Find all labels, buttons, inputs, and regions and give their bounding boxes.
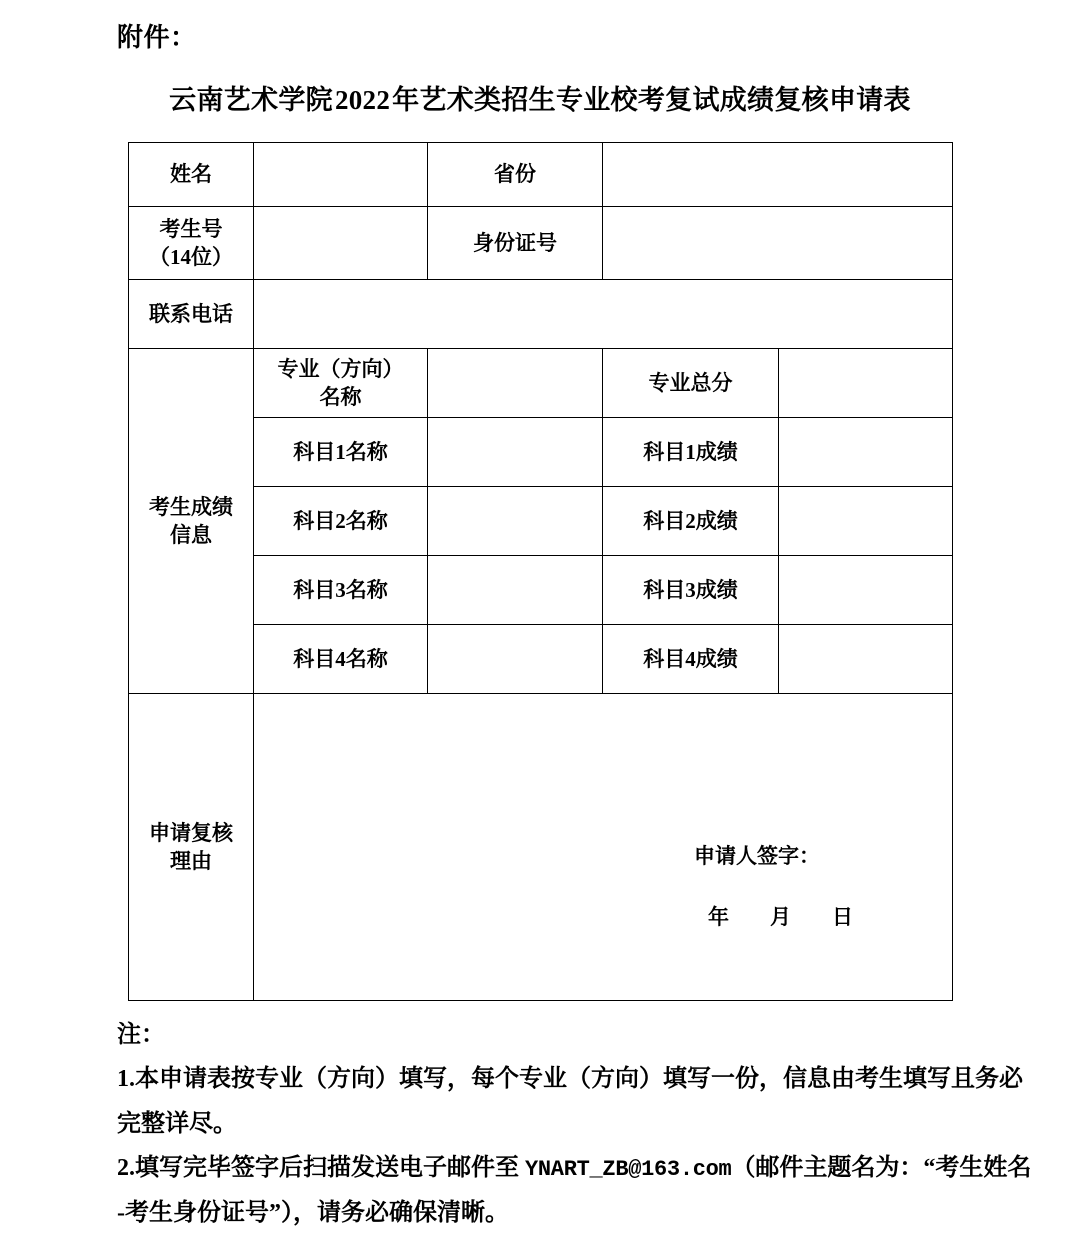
exam-no-label-line2: （14位） — [149, 245, 233, 269]
support-email-address: YNART_ZB@163.com — [525, 1157, 732, 1183]
exam-no-label-cell — [129, 207, 254, 280]
title-prefix: 云南艺术学院 — [169, 85, 333, 115]
notes-section — [117, 1013, 1032, 1235]
score-label-cell-2: 科目2成绩 — [603, 487, 779, 556]
title-year: 2022 — [334, 85, 391, 115]
score-name-label-cell-2: 科目2名称 — [254, 487, 428, 556]
table-row-score-0 — [129, 349, 953, 418]
table-row-exam-no — [129, 207, 953, 280]
score-name-value-cell-1[interactable] — [428, 418, 603, 487]
title-suffix: 年艺术类招生专业校考复试成绩复核申请表 — [392, 85, 911, 115]
signature-date-line — [708, 905, 894, 930]
score-name-label-cell-3: 科目3名称 — [254, 556, 428, 625]
reason-value-cell[interactable] — [254, 694, 953, 1001]
id-no-value-cell[interactable] — [603, 207, 953, 280]
year-label: 年 — [708, 905, 730, 930]
score-section-label-line2: 信息 — [170, 523, 212, 547]
name-value-cell[interactable] — [254, 143, 428, 207]
province-label-cell: 省份 — [428, 143, 603, 207]
note-2-text-before-email: 填写完毕签字后扫描发送电子邮件至 — [135, 1155, 525, 1182]
id-no-label-cell: 身份证号 — [428, 207, 603, 280]
exam-no-value-cell[interactable] — [254, 207, 428, 280]
page-title — [0, 78, 1080, 117]
score-name-value-cell-4[interactable] — [428, 625, 603, 694]
phone-value-cell[interactable] — [254, 280, 953, 349]
score-value-cell-0[interactable] — [779, 349, 953, 418]
score-value-cell-2[interactable] — [779, 487, 953, 556]
note-1-index: 1. — [117, 1066, 135, 1093]
score-name-value-cell-2[interactable] — [428, 487, 603, 556]
score-name-label-cell-0 — [254, 349, 428, 418]
score-label-cell-1: 科目1成绩 — [603, 418, 779, 487]
note-2-line-2: -考生身份证号”），请务必确保清晰。 — [117, 1199, 509, 1226]
note-2-text-after-email: （邮件主题名为：“考生姓名 — [731, 1155, 1032, 1182]
reason-label-cell — [129, 694, 254, 1001]
table-row-phone — [129, 280, 953, 349]
notes-heading: 注： — [117, 1022, 165, 1048]
note-1-line-1 — [117, 1057, 1023, 1101]
reason-label-line2: 理由 — [170, 849, 212, 873]
signature-block — [694, 844, 894, 930]
application-form-table — [128, 142, 953, 1001]
note-1-line-2: 完整详尽。 — [117, 1110, 237, 1137]
score-value-cell-4[interactable] — [779, 625, 953, 694]
score-section-label-cell — [129, 349, 254, 694]
province-value-cell[interactable] — [603, 143, 953, 207]
score-name-value-cell-3[interactable] — [428, 556, 603, 625]
phone-label-cell: 联系电话 — [129, 280, 254, 349]
table-row-reason — [129, 694, 953, 1001]
score-label-cell-3: 科目3成绩 — [603, 556, 779, 625]
score-name-label-cell-4: 科目4名称 — [254, 625, 428, 694]
score-name-value-cell-0[interactable] — [428, 349, 603, 418]
score-name-label-0-line1: 专业（方向） — [277, 356, 404, 381]
note-2-line-1 — [117, 1146, 1032, 1191]
score-section-label-line1: 考生成绩 — [149, 494, 233, 519]
exam-no-label-line1: 考生号 — [159, 216, 223, 241]
note-2-index: 2. — [117, 1155, 135, 1182]
score-label-cell-0: 专业总分 — [603, 349, 779, 418]
table-row-name — [129, 143, 953, 207]
score-value-cell-1[interactable] — [779, 418, 953, 487]
month-label: 月 — [770, 905, 792, 930]
score-name-label-cell-1: 科目1名称 — [254, 418, 428, 487]
applicant-signature-label: 申请人签字： — [694, 844, 820, 868]
score-value-cell-3[interactable] — [779, 556, 953, 625]
attachment-label: 附件： — [117, 23, 197, 52]
score-label-cell-4: 科目4成绩 — [603, 625, 779, 694]
name-label-cell: 姓名 — [129, 143, 254, 207]
score-name-label-0-line2: 名称 — [319, 385, 362, 409]
day-label: 日 — [832, 905, 854, 930]
reason-label-line1: 申请复核 — [149, 820, 233, 845]
reason-body — [254, 694, 952, 1000]
note-1-text-1: 本申请表按专业（方向）填写，每个专业（方向）填写一份，信息由考生填写且务必 — [135, 1066, 1023, 1093]
